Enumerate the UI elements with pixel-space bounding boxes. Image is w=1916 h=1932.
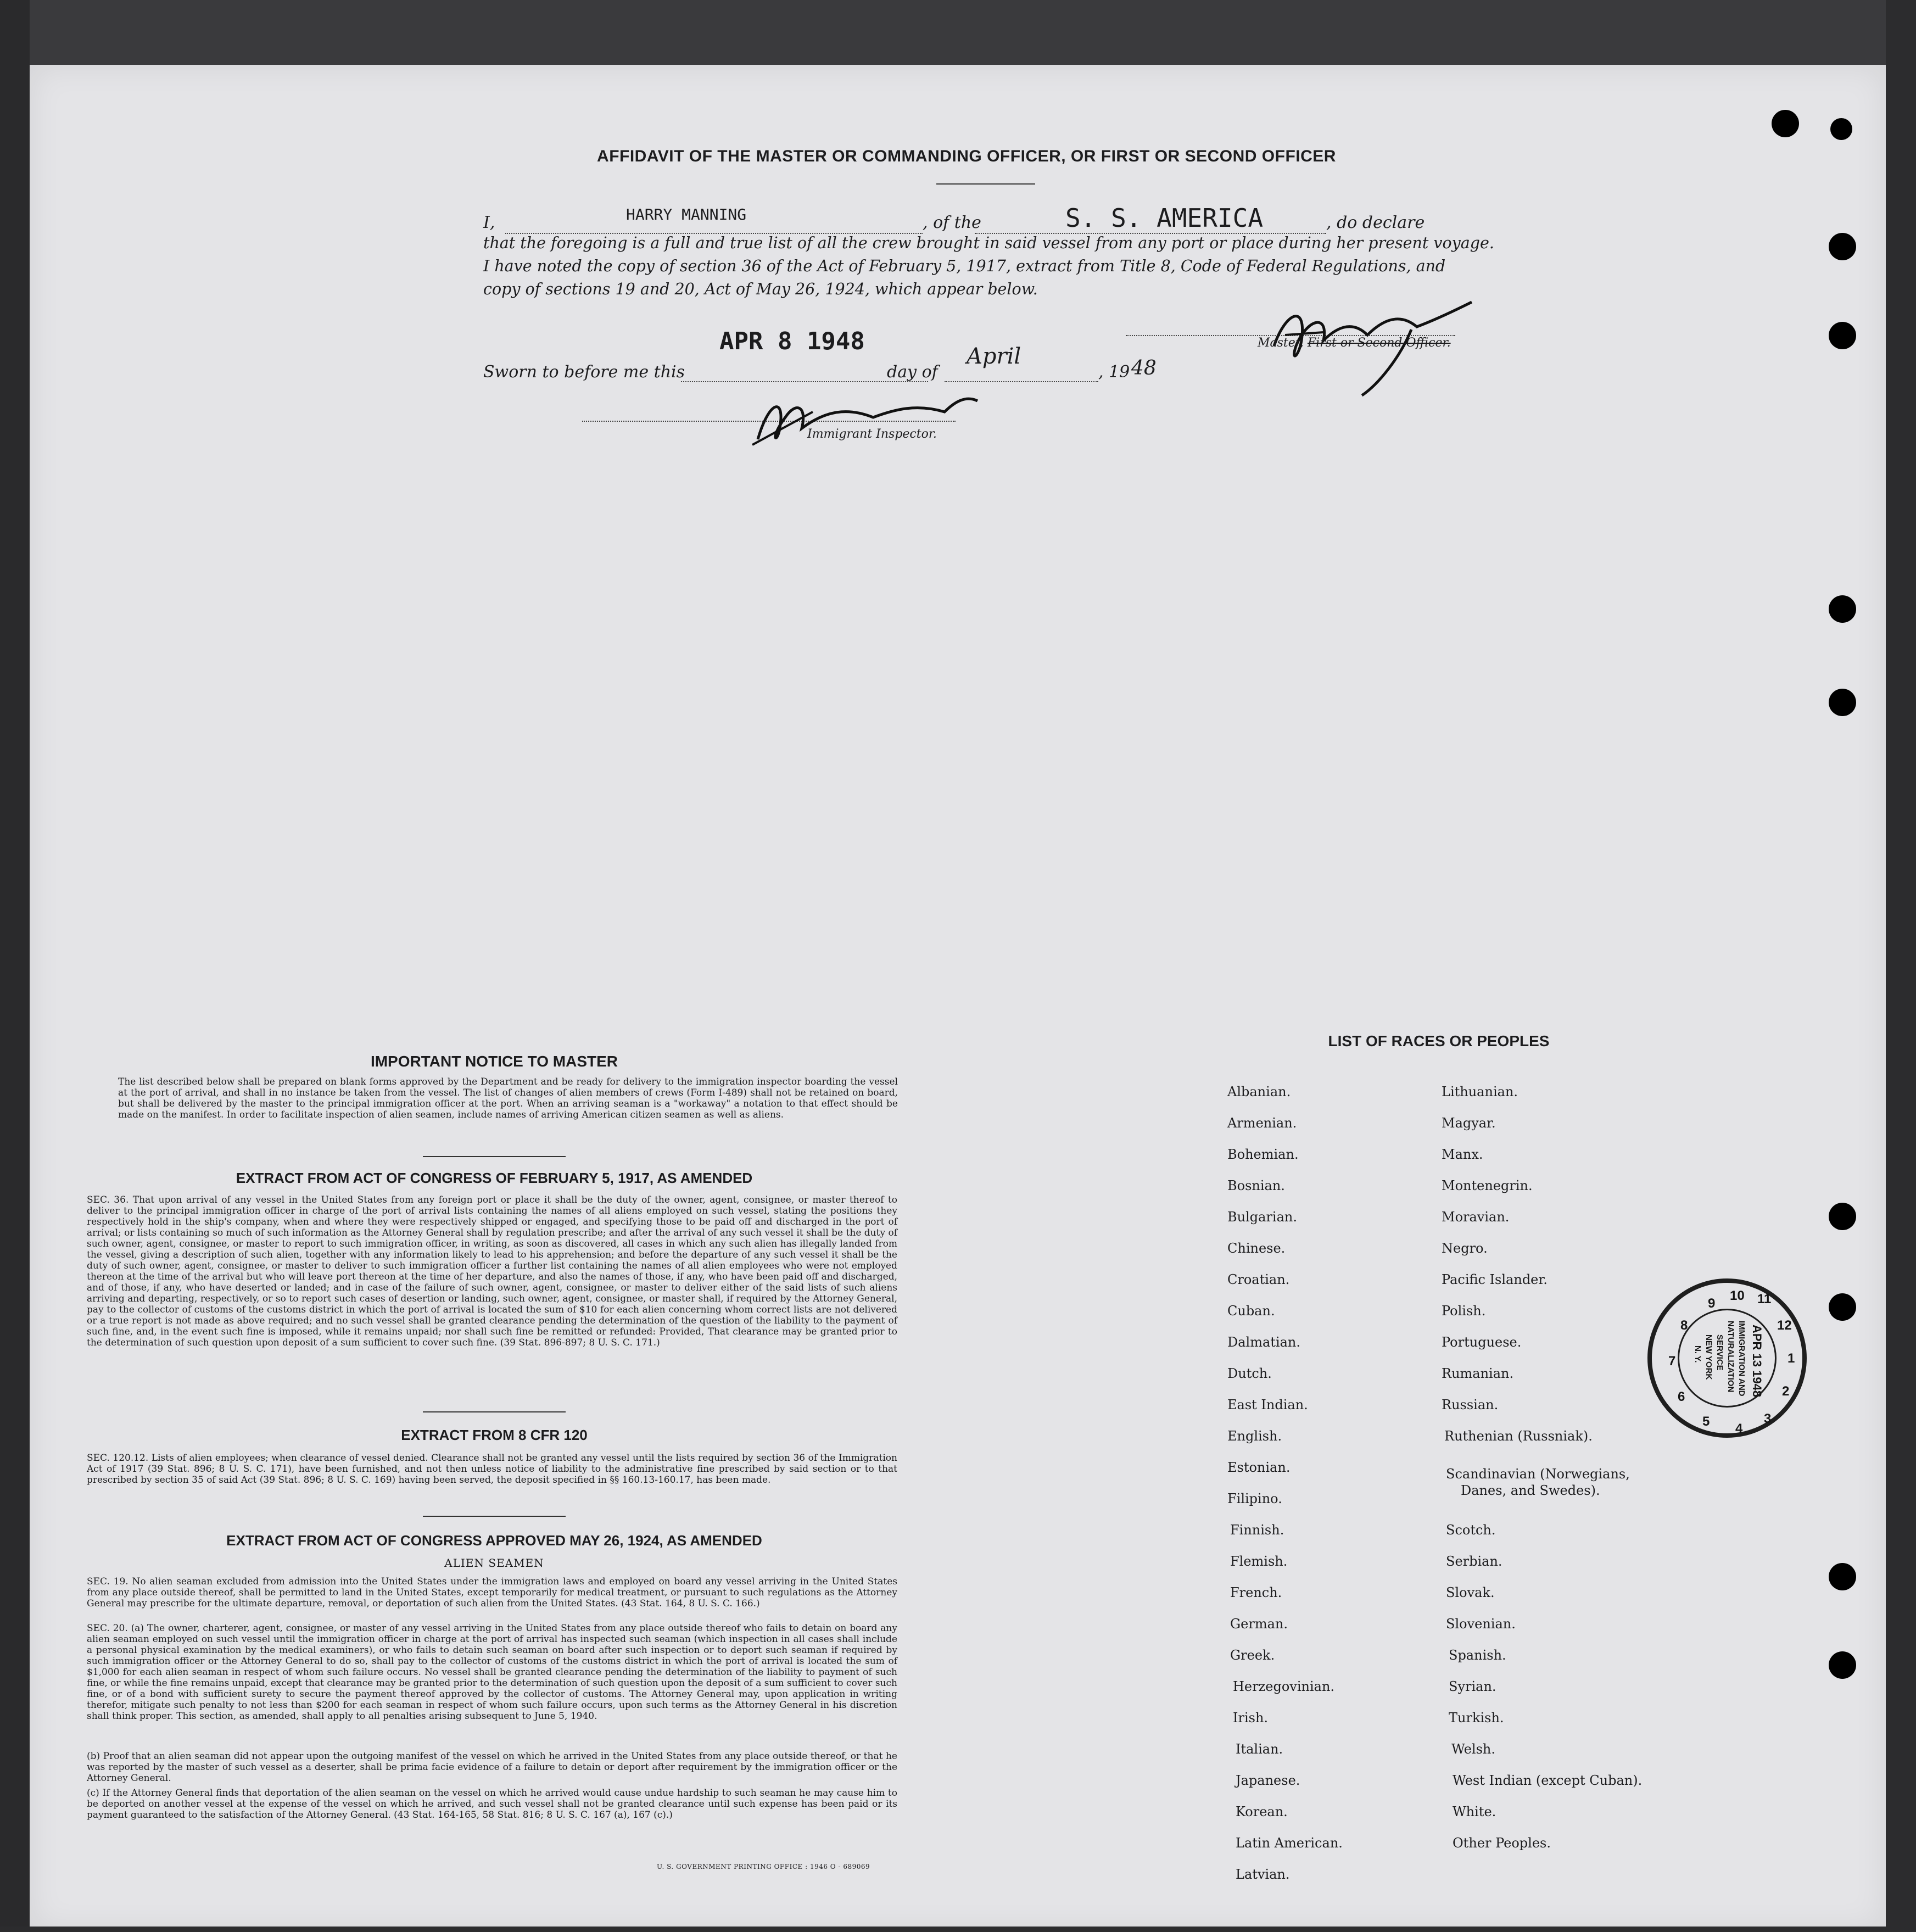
stamp-ring-number: 5	[1702, 1414, 1710, 1429]
race-right: Serbian.	[1446, 1554, 1502, 1569]
extract-cfr-text: SEC. 120.12. Lists of alien employees; when clearance of vessel denied. Clearance shall not be granted any vessel until the lists required by section 36 of the Immigration Act of 1917 (39 Stat. 896; 8 U. S. C. 171), have been furnished, and not then unless notice of liability to the administrative fine prescribed by said section or to that prescribed by section 35 of said Act (39 Stat. 896; 8 U. S. C. 169) having been served, the deposit specified in §§ 160.13-160.17, has been made.	[87, 1453, 897, 1486]
section-rule	[423, 1156, 566, 1157]
race-right: Manx.	[1442, 1147, 1483, 1162]
race-left: Finnish.	[1230, 1522, 1284, 1538]
punch-hole	[1829, 1203, 1856, 1230]
race-right: Pacific Islander.	[1442, 1272, 1548, 1287]
punch-hole	[1772, 110, 1799, 137]
punch-hole	[1830, 118, 1852, 140]
inspector-caption: Immigrant Inspector.	[807, 427, 937, 441]
punch-hole	[1829, 1651, 1856, 1679]
stamp-ring-number: 10	[1730, 1288, 1745, 1303]
stamp-date: APR 13 1948	[1750, 1325, 1764, 1398]
race-left: East Indian.	[1227, 1397, 1308, 1412]
i-label: I,	[483, 213, 495, 232]
race-right: Slovak.	[1446, 1585, 1495, 1600]
stamp-agency-line: NATURALIZATION	[1726, 1321, 1735, 1393]
race-right: Other Peoples.	[1453, 1835, 1551, 1851]
race-left: German.	[1230, 1616, 1288, 1632]
stamp-ring-number: 12	[1777, 1318, 1792, 1333]
race-right: Scotch.	[1446, 1522, 1496, 1538]
stamp-ring-number: 2	[1782, 1384, 1790, 1399]
race-right: Welsh.	[1451, 1741, 1495, 1757]
race-left: Dalmatian.	[1227, 1334, 1301, 1350]
stamp-ring-number: 3	[1764, 1411, 1772, 1426]
declaration-body-3: copy of sections 19 and 20, Act of May 26, 1924, which appear below.	[483, 280, 1038, 298]
race-left: Estonian.	[1227, 1460, 1291, 1475]
punch-hole	[1829, 595, 1856, 623]
race-right: Russian.	[1442, 1397, 1499, 1412]
scan-border-bottom	[0, 1927, 1916, 1932]
race-left: Flemish.	[1230, 1554, 1288, 1569]
master-caption	[1258, 336, 1451, 350]
race-right: Danes, and Swedes).	[1461, 1483, 1600, 1498]
master-name: HARRY MANNING	[626, 205, 747, 224]
race-right: Scandinavian (Norwegians,	[1446, 1466, 1630, 1482]
race-right: White.	[1453, 1804, 1496, 1819]
extract-1924-sec20c: (c) If the Attorney General finds that deportation of the alien seaman on the vessel on which he arrived would cause undue hardship to such seaman he may cause him to be deported on another vessel at the expense of the vessel on which he arrived, and such vessel shall not be granted clearance until such expense has been paid or its payment guaranteed to the satisfaction of the Attorney General. (43 Stat. 164-165, 58 Stat. 816; 8 U. S. C. 167 (a), 167 (c).)	[87, 1788, 897, 1821]
race-right: Lithuanian.	[1442, 1084, 1518, 1099]
race-left: Bulgarian.	[1227, 1209, 1297, 1225]
scan-border-top	[0, 0, 1916, 65]
do-declare-label: , do declare	[1326, 213, 1425, 232]
declaration-body-1: that the foregoing is a full and true list of all the crew brought in said vessel from any port or place during her present voyage.	[483, 234, 1494, 252]
race-right: Syrian.	[1449, 1679, 1496, 1694]
vessel-name: S. S. AMERICA	[1065, 203, 1264, 233]
extract-1917-text: SEC. 36. That upon arrival of any vessel in the United States from any foreign port or place it shall be the duty of the owner, agent, consignee, or master thereof to deliver to the principal immigration officer in charge of the port of arrival lists containing the names of all aliens employed on such vessel, stating the positions they respectively hold in the ship's company, when and where they were respectively shipped or engaged, and specifying those to be paid off and discharged in the port of arrival; or lists containing so much of such information as the Attorney General shall by regulation prescribe; and after the arrival of any such vessel it shall be the duty of such owner, agent, consignee, or master to report to such immigration officer, in writing, as soon as discovered, all cases in which any such alien has illegally landed from the vessel, giving a description of such alien, together with any information likely to lead to his apprehension; and before the departure of any such vessel it shall be the duty of such owner, agent, consignee, or master to deliver to such immigration officer a further list containing the names of all alien employees who were not employed thereon at the time of the arrival but who will leave port thereon at the time of her departure, and also the names of those, if any, who have been paid off and discharged, and of those, if any, who have deserted or landed; and in case of the failure of such owner, agent, consignee, or master to deliver either of the said lists of such aliens arriving and departing, respectively, or so to report such cases of desertion or landing, such owner, agent, consignee, or master shall, if required by the Attorney General, pay to the collector of customs of the customs district in which the port of arrival is located the sum of $10 for each alien concerning whom correct lists are not delivered or a true report is not made as above required; and no such vessel shall be granted clearance pending the determination of the question of the liability to the payment of such fine, and, in the event such fine is imposed, while it remains unpaid; nor shall such fine be remitted or refunded: Provided, That clearance may be granted prior to the determination of such question upon deposit of a sum sufficient to cover such fine. (39 Stat. 896-897; 8 U. S. C. 171.)	[87, 1194, 897, 1348]
affidavit-title: AFFIDAVIT OF THE MASTER OR COMMANDING OFFICER, OR FIRST OR SECOND OFFICER	[597, 147, 1336, 165]
race-left: French.	[1230, 1585, 1282, 1600]
race-right: Magyar.	[1442, 1115, 1496, 1131]
stamped-date: APR 8 1948	[719, 327, 865, 355]
important-notice-title: IMPORTANT NOTICE TO MASTER	[370, 1053, 618, 1070]
stamp-agency-line: IMMIGRATION AND	[1737, 1321, 1746, 1397]
race-left: Cuban.	[1227, 1303, 1275, 1319]
race-right: Negro.	[1442, 1241, 1488, 1256]
race-left: Irish.	[1233, 1710, 1269, 1726]
race-left: Chinese.	[1227, 1241, 1286, 1256]
race-right: Moravian.	[1442, 1209, 1510, 1225]
extract-cfr-title: EXTRACT FROM 8 CFR 120	[401, 1427, 588, 1443]
scan-border-right	[1886, 0, 1916, 1932]
master-caption-label: Master,	[1258, 336, 1304, 350]
race-right: Portuguese.	[1442, 1334, 1522, 1350]
races-title: LIST OF RACES OR PEOPLES	[1328, 1032, 1550, 1049]
race-right: West Indian (except Cuban).	[1453, 1773, 1643, 1788]
month-handwritten: April	[967, 344, 1021, 369]
race-right: Montenegrin.	[1442, 1178, 1533, 1193]
race-left: Bosnian.	[1227, 1178, 1285, 1193]
race-right: Ruthenian (Russniak).	[1444, 1428, 1593, 1444]
extract-1924-sec19: SEC. 19. No alien seaman excluded from admission into the United States under the immigration laws and employed on board any vessel arriving in the United States from any place outside thereof, shall be permitted to land in the United States, except temporarily for medical treatment, or pursuant to such regulations as the Attorney General may prescribe for the ultimate departure, removal, or deportation of such alien from the United States. (43 Stat. 164, 8 U. S. C. 166.)	[87, 1576, 897, 1609]
punch-hole	[1829, 322, 1856, 349]
section-rule	[423, 1411, 566, 1412]
race-right: Spanish.	[1449, 1648, 1506, 1663]
race-left: Korean.	[1236, 1804, 1288, 1819]
punch-hole	[1829, 233, 1856, 260]
race-right: Slovenian.	[1446, 1616, 1516, 1632]
stamp-ring-number: 4	[1735, 1421, 1743, 1436]
race-left: Croatian.	[1227, 1272, 1290, 1287]
stamp-agency-line: NEW YORK	[1704, 1334, 1713, 1380]
punch-hole	[1829, 1563, 1856, 1590]
race-left: Greek.	[1230, 1648, 1275, 1663]
race-left: Italian.	[1236, 1741, 1283, 1757]
race-left: Latvian.	[1236, 1867, 1290, 1882]
stamp-ring-number: 8	[1680, 1318, 1688, 1333]
year-prefix: , 19	[1098, 362, 1130, 382]
declaration-line	[483, 203, 1472, 236]
title-rule	[936, 183, 1035, 185]
year-handwritten: 48	[1131, 357, 1157, 379]
punch-hole	[1829, 689, 1856, 716]
stamp-ring-number: 1	[1787, 1351, 1795, 1366]
race-left: Filipino.	[1227, 1491, 1282, 1506]
important-notice-text: The list described below shall be prepared on blank forms approved by the Department and be ready for delivery to the immigration inspector boarding the vessel at the port of arrival, and shall in no instance be taken from the vessel. The list of changes of alien members of crews (Form I-489) shall not be retained on board, but shall be delivered by the master to the principal immigration officer at the port. When an arriving seaman is a "workaway" a notation to that effect should be made on the manifest. In order to facilitate inspection of alien seamen, include names of arriving American citizen seamen as well as aliens.	[118, 1076, 898, 1120]
race-left: Dutch.	[1227, 1366, 1272, 1381]
race-left: Armenian.	[1227, 1115, 1297, 1131]
race-left: Herzegovinian.	[1233, 1679, 1335, 1694]
stamp-ring-number: 6	[1678, 1389, 1685, 1404]
alien-seamen-subtitle: ALIEN SEAMEN	[444, 1556, 544, 1570]
extract-1917-title: EXTRACT FROM ACT OF CONGRESS OF FEBRUARY 5, 1917, AS AMENDED	[236, 1170, 753, 1186]
declaration-body-2: I have noted the copy of section 36 of the Act of February 5, 1917, extract from Title 8, Code of Federal Regulations, and	[483, 257, 1446, 275]
extract-1924-sec20a: SEC. 20. (a) The owner, charterer, agent, consignee, or master of any vessel arriving in the United States from any place outside thereof who fails to detain on board any alien seaman employed on such vessel until the immigration officer in charge at the port of arrival has inspected such seaman (which inspection in all cases shall include a personal physical examination by the medical examiners), or who fails to detain such seaman on board after such inspection or to deport such seaman if required by such immigration officer or the Attorney General to do so, shall pay to the collector of customs of the customs district in which the port of arrival is located the sum of $1,000 for each alien seaman in respect of whom such failure occurs. No vessel shall be granted clearance pending the determination of the liability to payment of such fine, or while the fine remains unpaid, except that clearance may be granted prior to the determination of such question upon the deposit of a sum sufficient to cover such fine, or of a bond with sufficient surety to secure the payment thereof approved by the collector of customs. The Attorney General may, upon application in writing therefor, mitigate such penalty to not less than $200 for each seaman in respect of whom such failure occurs, upon such terms as the Attorney General in his discretion shall think proper. This section, as amended, shall apply to all penalties arising subsequent to June 5, 1940.	[87, 1623, 897, 1722]
struck-caption: First or Second Officer.	[1307, 336, 1451, 350]
punch-hole	[1829, 1293, 1856, 1321]
race-right: Turkish.	[1449, 1710, 1504, 1726]
section-rule	[423, 1516, 566, 1517]
race-right: Polish.	[1442, 1303, 1486, 1319]
of-the-label: , of the	[923, 213, 981, 232]
race-right: Rumanian.	[1442, 1366, 1514, 1381]
stamp-agency-line: N. Y.	[1693, 1345, 1702, 1363]
stamp-ring-number: 7	[1668, 1354, 1676, 1369]
race-left: English.	[1227, 1428, 1282, 1444]
race-left: Latin American.	[1236, 1835, 1343, 1851]
extract-1924-sec20b: (b) Proof that an alien seaman did not appear upon the outgoing manifest of the vessel on which he arrived in the United States from any place outside thereof, or that he was reported by the master of such vessel as a deserter, shall be prima facie evidence of a failure to detain or deport after requirement by the immigration officer or the Attorney General.	[87, 1751, 897, 1784]
scan-border-left	[0, 0, 30, 1932]
printing-office-footer: U. S. GOVERNMENT PRINTING OFFICE : 1946 O - 689069	[657, 1863, 870, 1870]
stamp-ring-number: 11	[1757, 1292, 1772, 1306]
race-left: Albanian.	[1227, 1084, 1291, 1099]
race-left: Japanese.	[1236, 1773, 1300, 1788]
sworn-label: Sworn to before me this	[483, 362, 685, 382]
extract-1924-title: EXTRACT FROM ACT OF CONGRESS APPROVED MAY 26, 1924, AS AMENDED	[226, 1532, 762, 1549]
race-left: Bohemian.	[1227, 1147, 1299, 1162]
stamp-ring-number: 9	[1708, 1296, 1716, 1311]
day-of-label: day of	[887, 362, 938, 382]
stamp-agency-line: SERVICE	[1715, 1334, 1724, 1371]
